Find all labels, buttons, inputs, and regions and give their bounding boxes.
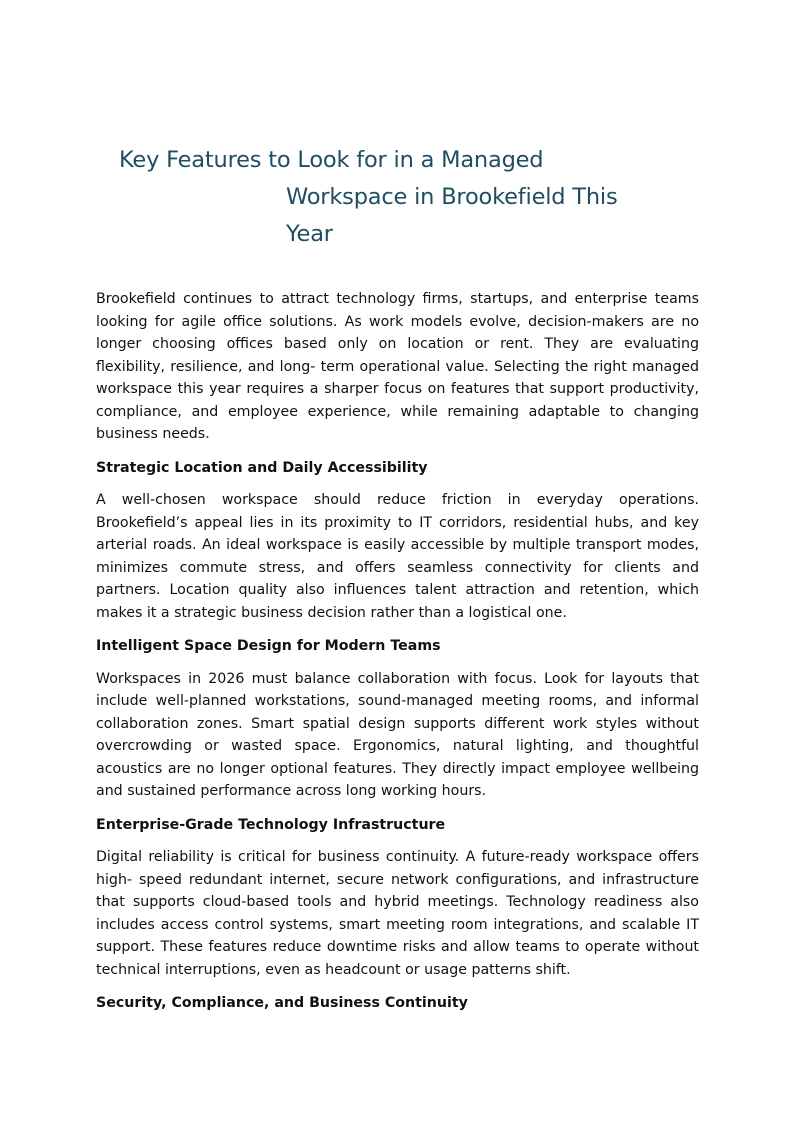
section-heading-technology: Enterprise-Grade Technology Infrastructure — [96, 816, 446, 833]
section-heading-location: Strategic Location and Daily Accessibility — [96, 459, 428, 476]
section-heading-security: Security, Compliance, and Business Continuity — [96, 995, 468, 1011]
section-body-technology: Digital reliability is critical for business continuity. A future-ready workspace offers high- speed redundant internet, secure network configurations, and infrastructure that supports cloud-based tools and hybrid meetings. Technology readiness also includes access control systems, smart meeting room integrations, and scalable IT support. These features reduce downtime risks and allow teams to operate without technical interruptions, even as headcount or usage patterns shift. — [96, 849, 699, 978]
section-heading-space-design: Intelligent Space Design for Modern Teams — [96, 638, 441, 654]
section-body-location: A well-chosen workspace should reduce friction in everyday operations. Brookefield’s appeal lies in its proximity to IT corridors, residential hubs, and key arterial roads. An ideal workspace is easily accessible by multiple transport modes, minimizes commute stress, and offers seamless connectivity for clients and partners. Location quality also influences talent attraction and retention, which makes it a strategic business decision rather than a logistical one. — [96, 492, 699, 621]
section-body-space-design: Workspaces in 2026 must balance collaboration with focus. Look for layouts that include well-planned workstations, sound-managed meeting rooms, and informal collaboration zones. Smart spatial design supports different work styles without overcrowding or wasted space. Ergonomics, natural lighting, and thoughtful acoustics are no longer optional features. They directly impact employee wellbeing and sustained performance across long working hours. — [96, 670, 699, 799]
page-title-line-3: Year — [286, 221, 333, 247]
document-body — [96, 288, 699, 1025]
intro-paragraph: Brookefield continues to attract technology firms, startups, and enterprise teams looking for agile office solutions. As work models evolve, decision-makers are no longer choosing offices based only on location or rent. They are evaluating flexibility, resilience, and long- term operational value. Selecting the right managed workspace this year requires a sharper focus on features that support productivity, compliance, and employee experience, while remaining adaptable to changing business needs. — [96, 291, 699, 442]
page-title-line-2: Workspace in Brookefield This — [286, 184, 618, 210]
page-title — [119, 142, 679, 253]
page-title-line-1: Key Features to Look for in a Managed — [119, 147, 544, 173]
